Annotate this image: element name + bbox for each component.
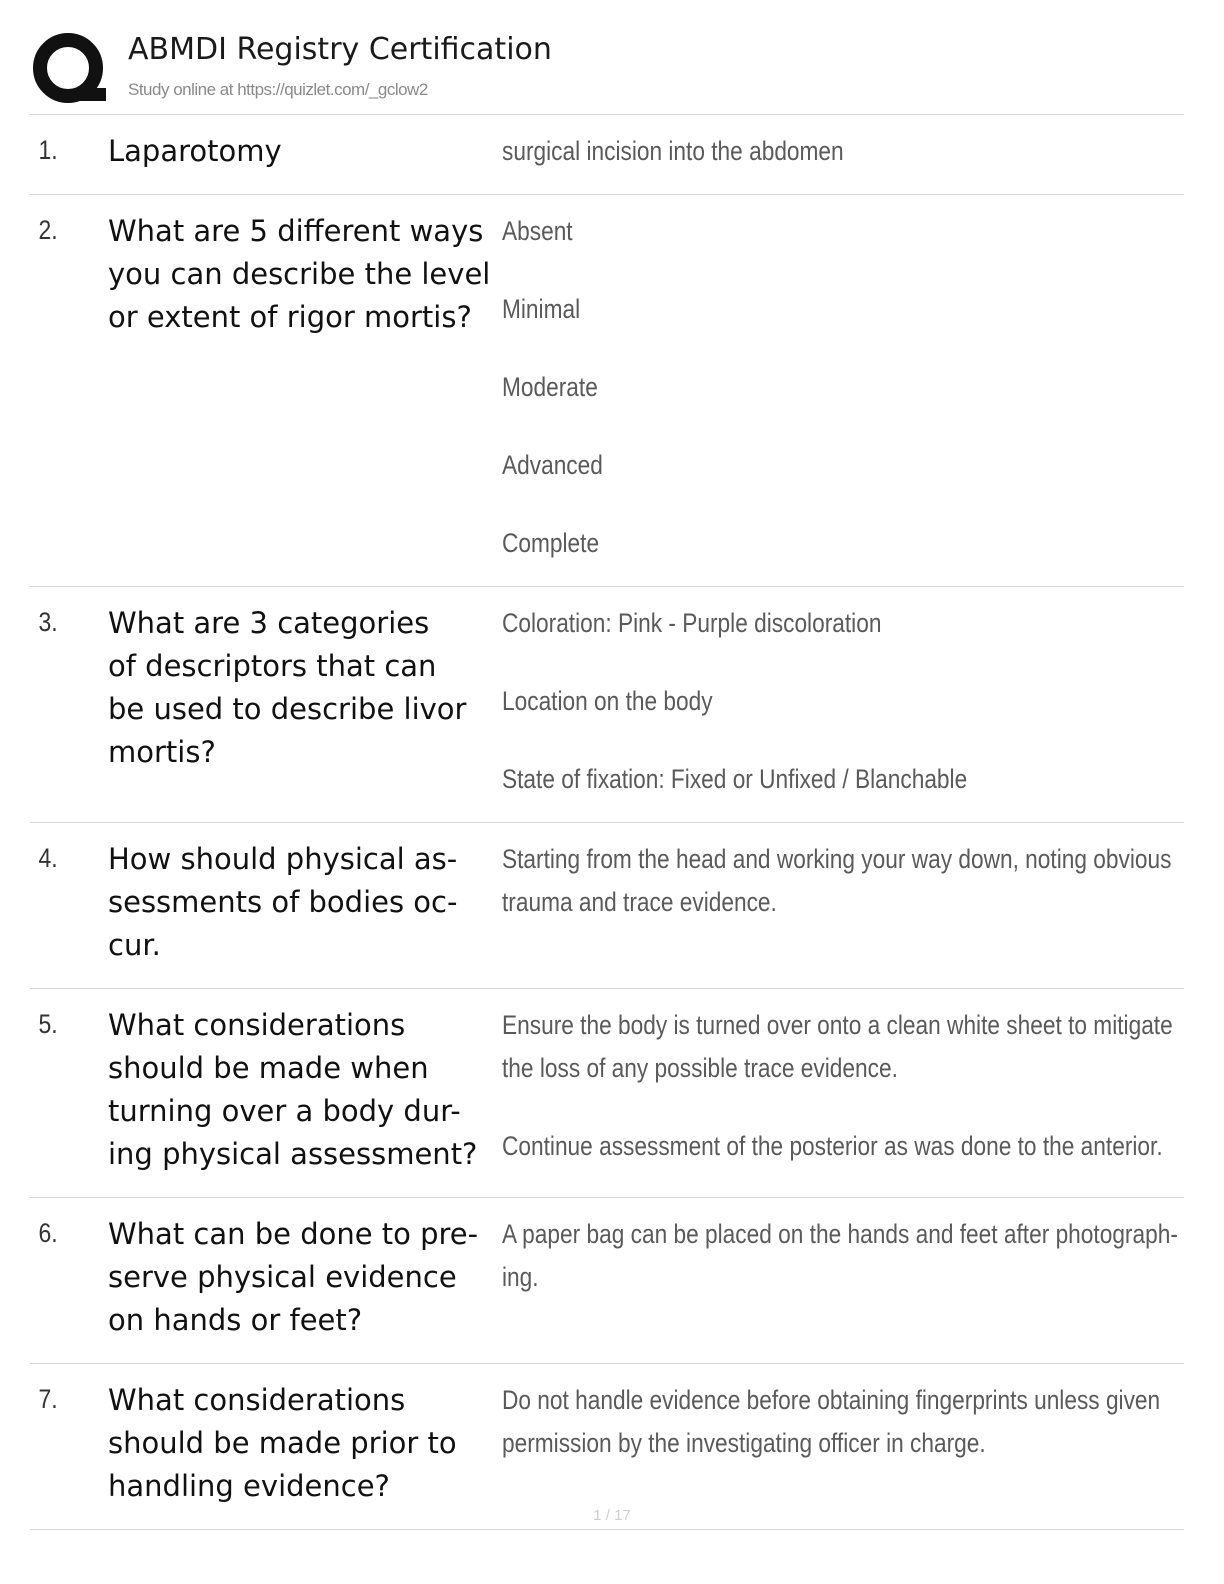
- quizlet-logo-icon: [32, 32, 108, 108]
- term-line: be used to describe livor: [108, 692, 467, 726]
- card-term: [108, 1213, 502, 1342]
- card-term: [108, 602, 502, 801]
- document-header: [30, 28, 1184, 115]
- definition-paragraph: [502, 210, 1184, 253]
- term-line: What considerations: [108, 1383, 406, 1417]
- card-number: 1.: [38, 135, 58, 165]
- term-line: you can describe the level: [108, 257, 491, 291]
- flashcard-row: [30, 587, 1184, 823]
- definition-line: Do not handle evidence before obtaining fingerprints unless given: [502, 1385, 1161, 1415]
- term-line: ing physical assessment?: [108, 1137, 478, 1171]
- definition-paragraph: [502, 444, 1184, 487]
- term-line: What can be done to pre-: [108, 1217, 479, 1251]
- definition-line: Starting from the head and working your way down, noting obvious: [502, 844, 1172, 874]
- definition-line: State of fixation: Fixed or Unfixed / Blanchable: [502, 764, 968, 794]
- definition-paragraph: [502, 838, 1224, 924]
- definition-line: A paper bag can be placed on the hands and feet after photograph-: [502, 1219, 1178, 1249]
- definition-line: Moderate: [502, 372, 598, 402]
- definition-paragraph: [502, 130, 1184, 173]
- card-number: 3.: [38, 607, 58, 637]
- document-subtitle: Study online at https://quizlet.com/_gclow2: [128, 80, 428, 99]
- definition-line: Advanced: [502, 450, 603, 480]
- definition-paragraph: [502, 288, 1184, 331]
- definition-paragraph: [502, 1379, 1224, 1465]
- card-number: 6.: [38, 1218, 58, 1248]
- flashcard-row: [30, 989, 1184, 1198]
- definition-paragraph: [502, 680, 1184, 723]
- card-definition: [502, 1004, 1224, 1176]
- card-number: 5.: [38, 1009, 58, 1039]
- term-line: of descriptors that can: [108, 649, 437, 683]
- flashcard-row: [30, 1198, 1184, 1364]
- card-number: 4.: [38, 843, 58, 873]
- definition-line: Complete: [502, 528, 600, 558]
- card-definition: [502, 838, 1224, 967]
- definition-line: Location on the body: [502, 686, 713, 716]
- term-line: handling evidence?: [108, 1469, 390, 1503]
- term-line: should be made when: [108, 1051, 429, 1085]
- term-line: or extent of rigor mortis?: [108, 300, 472, 334]
- card-term: [108, 130, 502, 173]
- term-line: What are 3 categories: [108, 606, 430, 640]
- definition-paragraph: [502, 522, 1184, 565]
- page-number: 1 / 17: [593, 1507, 631, 1524]
- term-line: should be made prior to: [108, 1426, 457, 1460]
- term-line: mortis?: [108, 735, 216, 769]
- flashcard-row: [30, 823, 1184, 989]
- card-term: [108, 838, 502, 967]
- card-term: [108, 1379, 502, 1508]
- flashcard-list: [30, 115, 1184, 1530]
- term-line: Laparotomy: [108, 134, 282, 168]
- definition-paragraph: [502, 1125, 1224, 1168]
- definition-paragraph: [502, 366, 1184, 409]
- card-term: [108, 210, 502, 565]
- definition-line: Continue assessment of the posterior as was done to the anterior.: [502, 1131, 1163, 1161]
- document-title: ABMDI Registry Certification: [128, 32, 552, 67]
- term-line: What are 5 different ways: [108, 214, 484, 248]
- term-line: What considerations: [108, 1008, 406, 1042]
- card-definition: [502, 1379, 1224, 1508]
- definition-paragraph: [502, 758, 1184, 801]
- flashcard-row: [30, 115, 1184, 195]
- term-line: on hands or feet?: [108, 1303, 363, 1337]
- term-line: serve physical evidence: [108, 1260, 457, 1294]
- definition-line: the loss of any possible trace evidence.: [502, 1053, 898, 1083]
- card-definition: [502, 130, 1184, 173]
- flashcard-row: [30, 1364, 1184, 1530]
- card-definition: [502, 602, 1184, 801]
- card-term: [108, 1004, 502, 1176]
- definition-line: Coloration: Pink - Purple discoloration: [502, 608, 882, 638]
- definition-line: surgical incision into the abdomen: [502, 136, 844, 166]
- definition-line: Absent: [502, 216, 573, 246]
- definition-line: ing.: [502, 1262, 539, 1292]
- flashcard-row: [30, 195, 1184, 587]
- card-definition: [502, 1213, 1224, 1342]
- definition-line: permission by the investigating officer in charge.: [502, 1428, 986, 1458]
- definition-line: trauma and trace evidence.: [502, 887, 777, 917]
- term-line: cur.: [108, 928, 161, 962]
- definition-line: Ensure the body is turned over onto a clean white sheet to mitigate: [502, 1010, 1173, 1040]
- definition-paragraph: [502, 1213, 1224, 1299]
- term-line: How should physical as-: [108, 842, 458, 876]
- definition-paragraph: [502, 602, 1184, 645]
- card-number: 2.: [38, 215, 58, 245]
- card-number: 7.: [38, 1384, 58, 1414]
- definition-line: Minimal: [502, 294, 581, 324]
- card-definition: [502, 210, 1184, 565]
- term-line: sessments of bodies oc-: [108, 885, 458, 919]
- definition-paragraph: [502, 1004, 1224, 1090]
- term-line: turning over a body dur-: [108, 1094, 461, 1128]
